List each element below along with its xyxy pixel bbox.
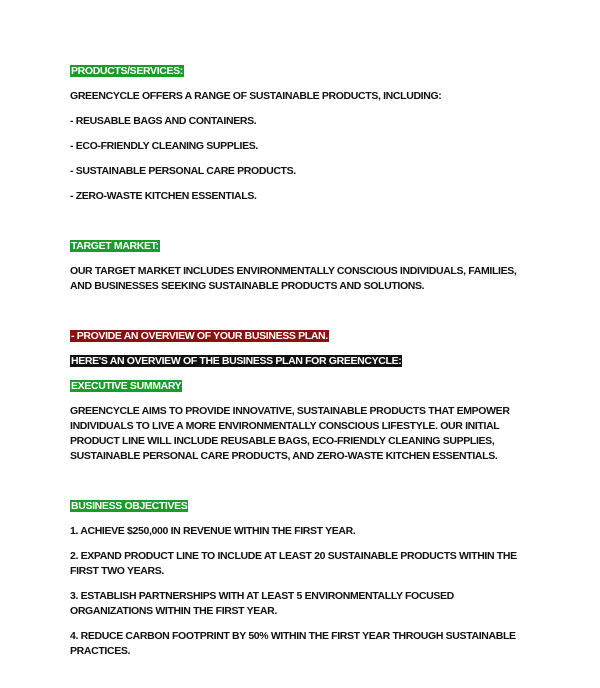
executive-summary-heading: EXECUTIVE SUMMARY	[71, 380, 182, 392]
objective-item: 2. EXPAND PRODUCT LINE TO INCLUDE AT LEAST 20 SUSTAINABLE PRODUCTS WITHIN THE FIRST TWO YEARS.	[70, 550, 517, 577]
products-item: - SUSTAINABLE PERSONAL CARE PRODUCTS.	[70, 165, 296, 177]
products-item: - ZERO-WASTE KITCHEN ESSENTIALS.	[70, 190, 257, 202]
document-page	[70, 64, 532, 659]
products-intro: GREENCYCLE OFFERS A RANGE OF SUSTAINABLE PRODUCTS, INCLUDING:	[70, 90, 442, 102]
target-market-heading: TARGET MARKET:	[71, 240, 159, 252]
overview-prompt: - PROVIDE AN OVERVIEW OF YOUR BUSINESS PLAN.	[71, 330, 328, 342]
objective-item: 3. ESTABLISH PARTNERSHIPS WITH AT LEAST 5 ENVIRONMENTALLY FOCUSED ORGANIZATIONS WITHIN THE FIRST YEAR.	[70, 590, 454, 617]
overview-response-line	[70, 354, 532, 369]
objectives-heading: BUSINESS OBJECTIVES	[71, 500, 188, 512]
objectives-heading-line	[70, 499, 532, 514]
objective-item: 1. ACHIEVE $250,000 IN REVENUE WITHIN THE FIRST YEAR.	[70, 525, 356, 537]
target-market-heading-line	[70, 239, 532, 254]
executive-summary-body: GREENCYCLE AIMS TO PROVIDE INNOVATIVE, SUSTAINABLE PRODUCTS THAT EMPOWER INDIVIDUALS TO LIVE A MORE ENVIRONMENTALLY CONSCIOUS LIFESTYLE. OUR INITIAL PRODUCT LINE WILL INCLUDE REUSABLE BAGS, ECO-FRIENDLY CLEANING SUPPLIES, SUSTAINABLE PERSONAL CARE PRODUCTS, AND ZERO-WASTE KITCHEN ESSENTIALS.	[70, 405, 510, 462]
products-heading: PRODUCTS/SERVICES:	[71, 65, 183, 77]
products-heading-line	[70, 64, 532, 79]
objective-item: 4. REDUCE CARBON FOOTPRINT BY 50% WITHIN THE FIRST YEAR THROUGH SUSTAINABLE PRACTICES.	[70, 630, 516, 657]
target-market-body: OUR TARGET MARKET INCLUDES ENVIRONMENTALLY CONSCIOUS INDIVIDUALS, FAMILIES, AND BUSINESSES SEEKING SUSTAINABLE PRODUCTS AND SOLUTIONS.	[70, 265, 517, 292]
executive-summary-heading-line	[70, 379, 532, 394]
products-item: - REUSABLE BAGS AND CONTAINERS.	[70, 115, 257, 127]
overview-response-heading: HERE'S AN OVERVIEW OF THE BUSINESS PLAN FOR GREENCYCLE:	[71, 355, 402, 367]
products-item: - ECO-FRIENDLY CLEANING SUPPLIES.	[70, 140, 258, 152]
overview-prompt-line	[70, 329, 532, 344]
